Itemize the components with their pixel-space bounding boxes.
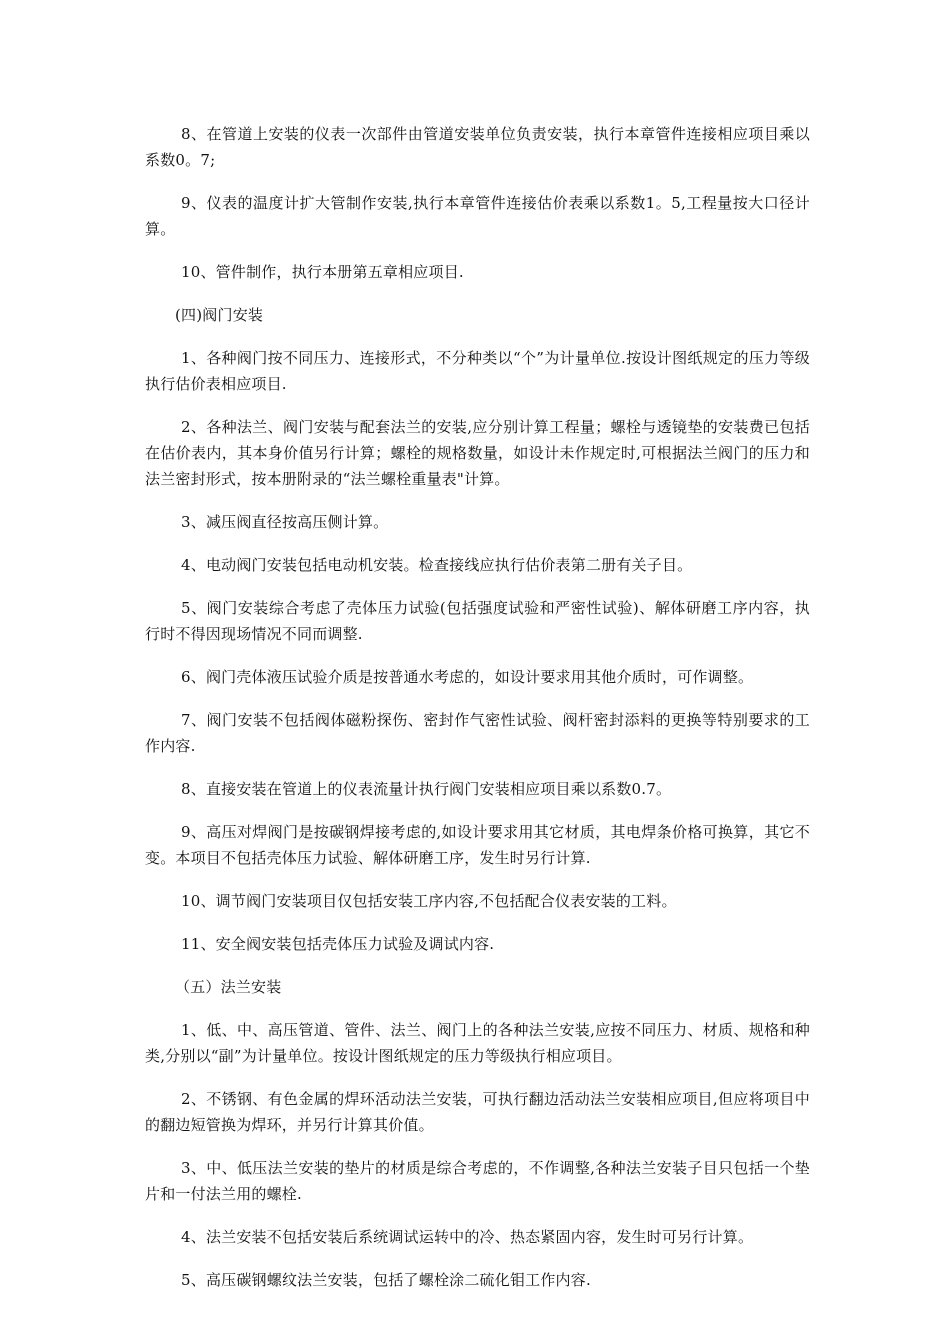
flange-paragraph-1: 1、低、中、高压管道、管件、法兰、阀门上的各种法兰安装,应按不同压力、材质、规格和种类,分别以“副”为计量单位。按设计图纸规定的压力等级执行相应项目。 (145, 1021, 810, 1065)
valve-paragraph-6: 6、阀门壳体液压试验介质是按普通水考虑的，如设计要求用其他介质时，可作调整。 (181, 668, 754, 686)
valve-paragraph-11: 11、安全阀安装包括壳体压力试验及调试内容. (181, 935, 495, 953)
valve-paragraph-7: 7、阀门安装不包括阀体磁粉探伤、密封作气密性试验、阀杆密封添料的更换等特别要求的工作内容. (145, 711, 810, 755)
paragraph-8-instrument-parts: 8、在管道上安装的仪表一次部件由管道安装单位负责安装，执行本章管件连接相应项目乘以系数0。7; (145, 125, 810, 169)
flange-paragraph-3: 3、中、低压法兰安装的垫片的材质是综合考虑的，不作调整,各种法兰安装子目只包括一个垫片和一付法兰用的螺栓. (145, 1159, 810, 1203)
section-heading-flange-installation: （五）法兰安装 (175, 978, 282, 996)
valve-paragraph-3: 3、减压阀直径按高压侧计算。 (181, 513, 389, 531)
document-body (145, 121, 810, 1310)
valve-paragraph-9: 9、高压对焊阀门是按碳钢焊接考虑的,如设计要求用其它材质，其电焊条价格可换算，其它不变。本项目不包括壳体压力试验、解体研磨工序，发生时另行计算. (145, 823, 810, 867)
flange-paragraph-2: 2、不锈钢、有色金属的焊环活动法兰安装，可执行翻边活动法兰安装相应项目,但应将项目中的翻边短管换为焊环，并另行计算其价值。 (145, 1090, 810, 1134)
paragraph-10-fitting-fabrication: 10、管件制作，执行本册第五章相应项目. (181, 263, 464, 281)
valve-paragraph-5: 5、阀门安装综合考虑了壳体压力试验(包括强度试验和严密性试验)、解体研磨工序内容，执行时不得因现场情况不同而调整. (145, 599, 810, 643)
paragraph-9-thermometer-pipe: 9、仪表的温度计扩大管制作安装,执行本章管件连接估价表乘以系数1。5,工程量按大口径计算。 (145, 194, 810, 238)
valve-paragraph-1: 1、各种阀门按不同压力、连接形式，不分种类以“个”为计量单位.按设计图纸规定的压力等级执行估价表相应项目. (145, 349, 810, 393)
valve-paragraph-8: 8、直接安装在管道上的仪表流量计执行阀门安装相应项目乘以系数0.7。 (181, 780, 672, 798)
flange-paragraph-5: 5、高压碳钢螺纹法兰安装，包括了螺栓涂二硫化钼工作内容. (181, 1271, 591, 1289)
valve-paragraph-4: 4、电动阀门安装包括电动机安装。检查接线应执行估价表第二册有关子目。 (181, 556, 693, 574)
valve-paragraph-10: 10、调节阀门安装项目仅包括安装工序内容,不包括配合仪表安装的工料。 (181, 892, 677, 910)
section-heading-valve-installation: (四)阀门安装 (175, 306, 264, 324)
flange-paragraph-4: 4、法兰安装不包括安装后系统调试运转中的冷、热态紧固内容，发生时可另行计算。 (181, 1228, 754, 1246)
valve-paragraph-2: 2、各种法兰、阀门安装与配套法兰的安装,应分别计算工程量；螺栓与透镜垫的安装费已包括在估价表内，其本身价值另行计算；螺栓的规格数量，如设计未作规定时,可根据法兰阀门的压力和法兰密封形式，按本册附录的“法兰螺栓重量表"计算。 (145, 418, 810, 488)
